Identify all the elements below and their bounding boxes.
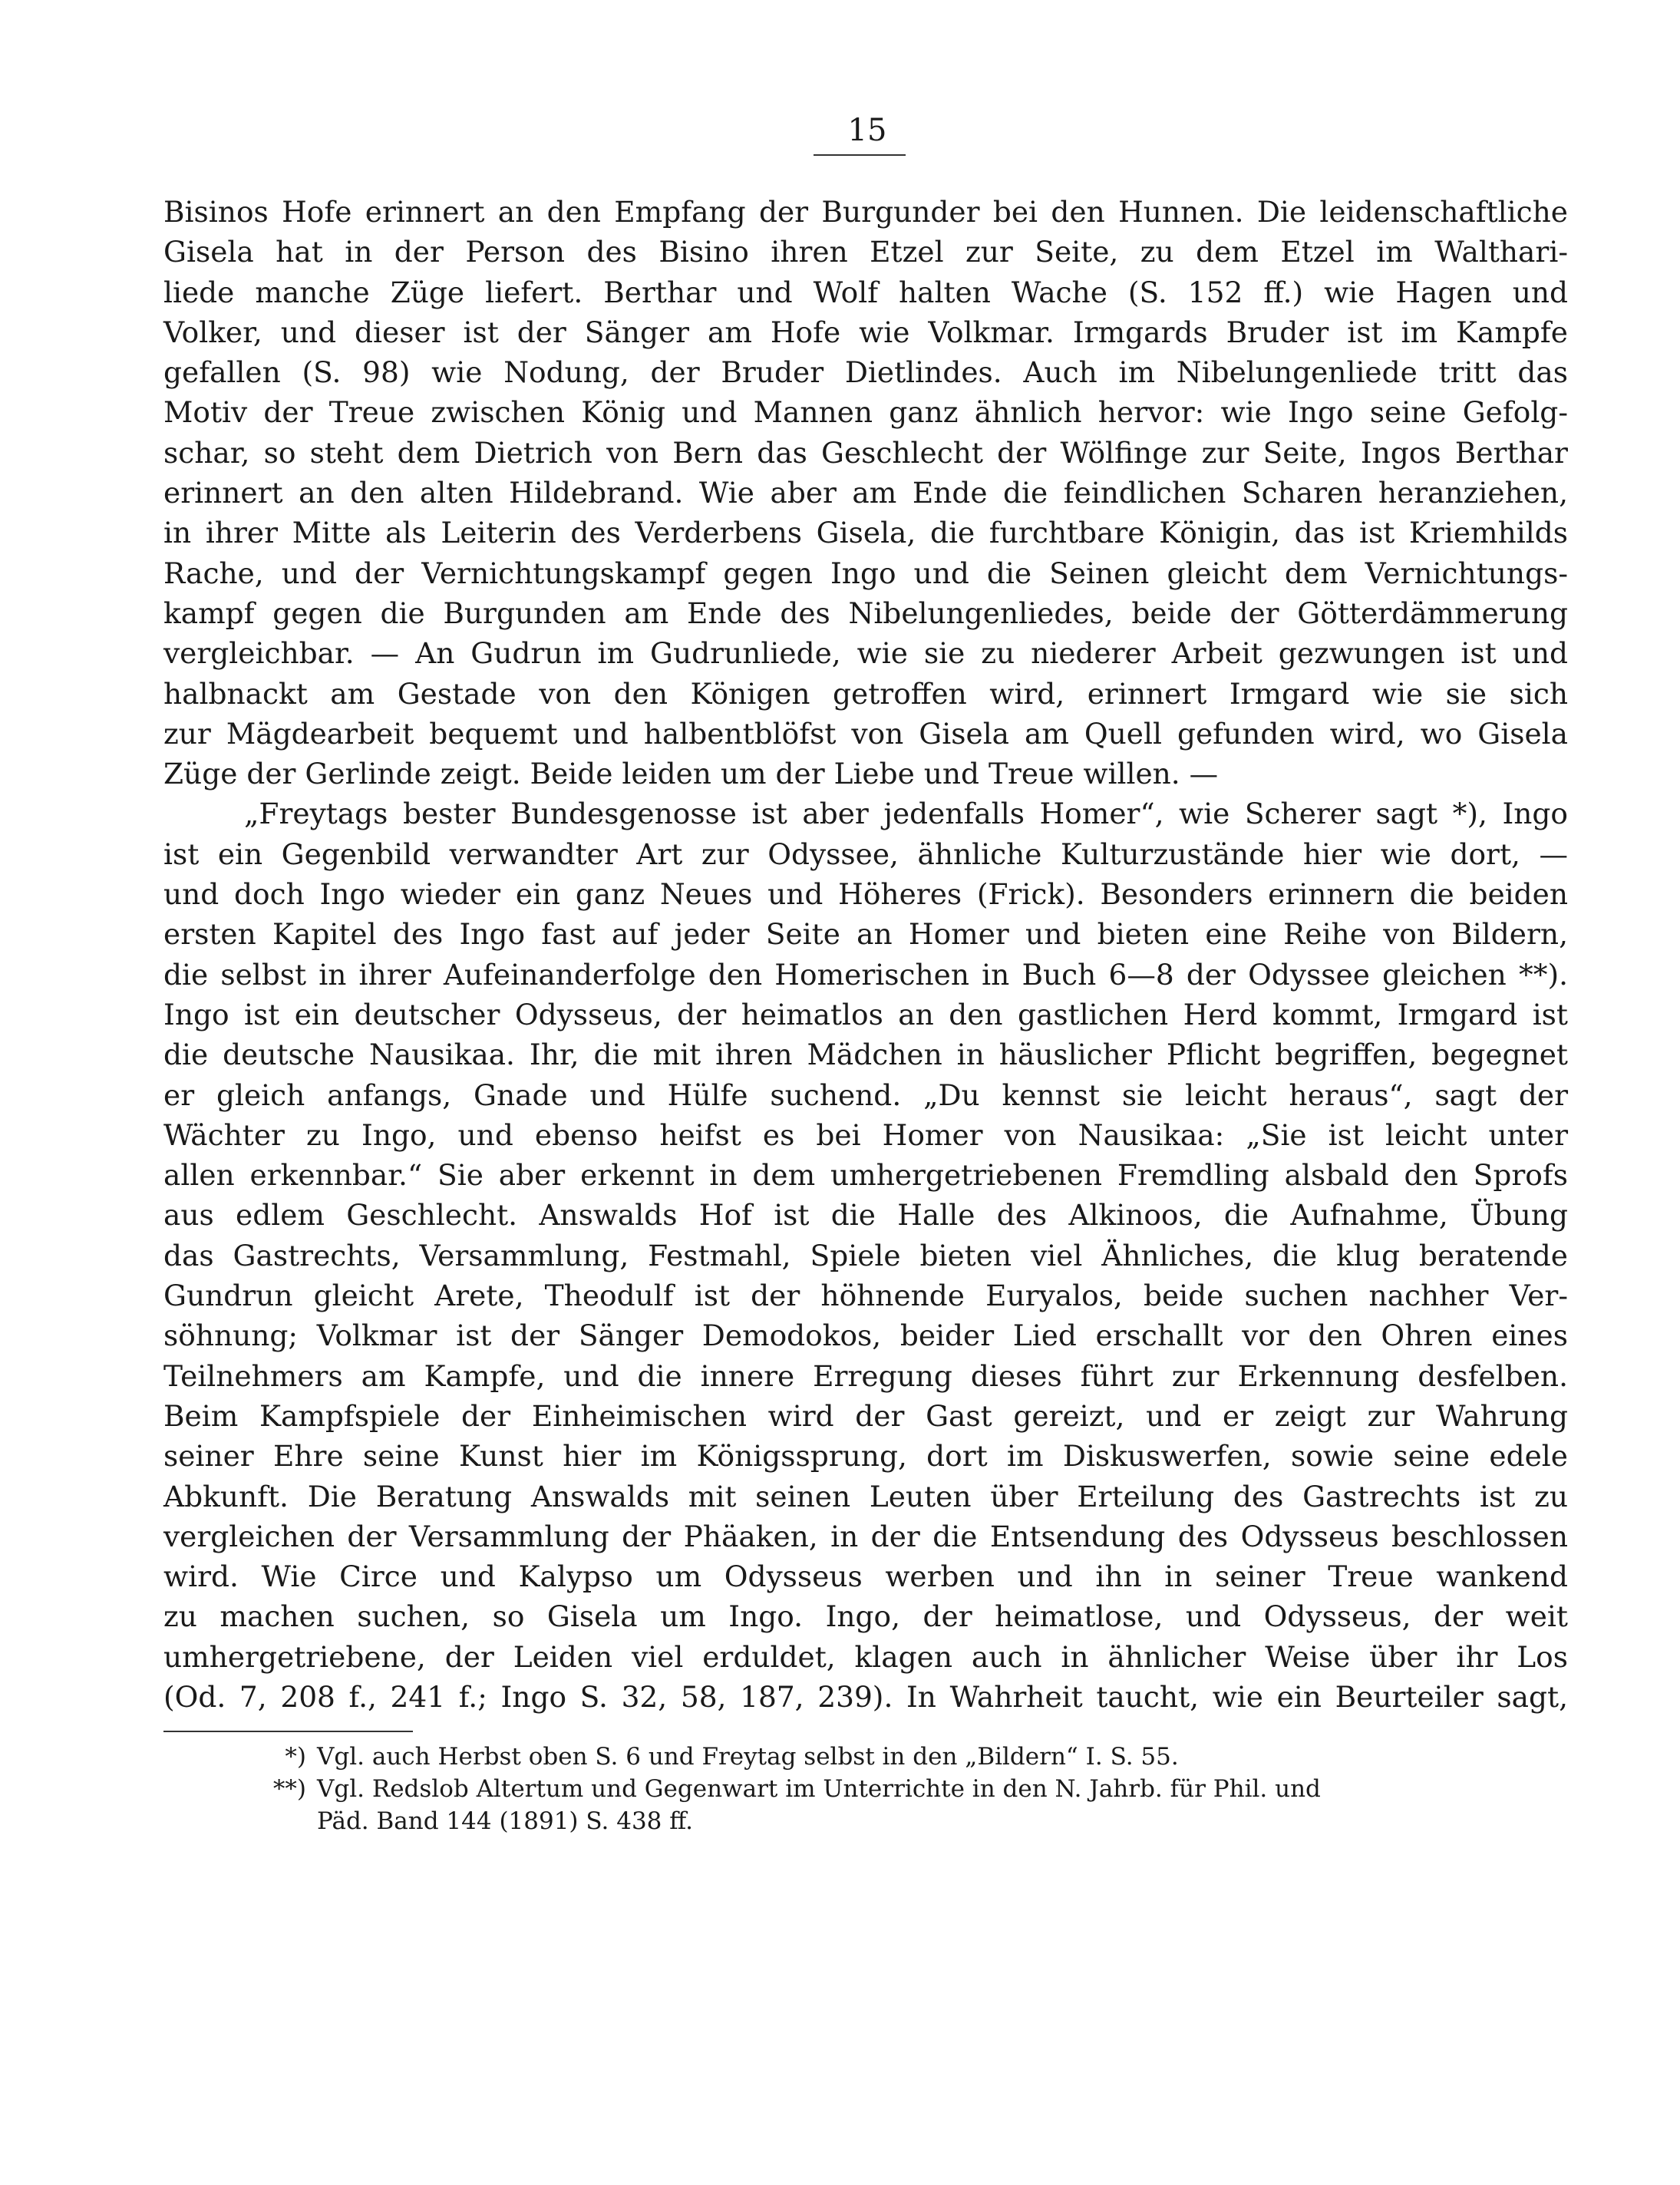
text-line: Teilnehmers am Kampfe, und die innere Erregung dieses führt zur Erkennung desfelben. [163, 1358, 1568, 1393]
text-line: „Freytags bester Bundesgenosse ist aber jedenfalls Homer“, wie Scherer sagt *), Ingo [244, 797, 1568, 831]
footnote-marker: *) [285, 1743, 306, 1771]
text-line: in ihrer Mitte als Leiterin des Verderbens Gisela, die furchtbare Königin, das ist Kriemhilds [163, 516, 1568, 550]
text-line: gefallen (S. 98) wie Nodung, der Bruder Dietlindes. Auch im Nibelungenliede tritt das [163, 355, 1568, 390]
text-line: Bisinos Hofe erinnert an den Empfang der Burgunder bei den Hunnen. Die leidenschaftliche [163, 195, 1568, 229]
footnote-rule [163, 1731, 413, 1732]
text-line: und doch Ingo wieder ein ganz Neues und Höheres (Frick). Besonders erinnern die beiden [163, 877, 1568, 912]
text-line: liede manche Züge liefert. Berthar und Wolf halten Wache (S. 152 ff.) wie Hagen und [163, 275, 1568, 309]
text-line: zu machen suchen, so Gisela um Ingo. Ingo, der heimatlose, und Odysseus, der weit [163, 1599, 1568, 1634]
text-line: Motiv der Treue zwischen König und Mannen ganz ähnlich hervor: wie Ingo seine Gefolg- [163, 395, 1568, 430]
text-line: Abkunft. Die Beratung Answalds mit seinen Leuten über Erteilung des Gastrechts ist zu [163, 1479, 1568, 1513]
text-line: allen erkennbar.“ Sie aber erkennt in dem umhergetriebenen Fremdling alsbald den Sprofs [163, 1158, 1568, 1193]
text-line: vergleichbar. — An Gudrun im Gudrunliede, wie sie zu niederer Arbeit gezwungen ist und [163, 636, 1568, 671]
text-line: ersten Kapitel des Ingo fast auf jeder Seite an Homer und bieten eine Reihe von Bildern, [163, 917, 1568, 952]
page-number: 15 [847, 113, 887, 148]
footnotes [163, 1741, 1568, 1837]
text-line: Gisela hat in der Person des Bisino ihren Etzel zur Seite, zu dem Etzel im Walthari- [163, 235, 1568, 269]
page-number-rule [814, 154, 906, 156]
text-line: kampf gegen die Burgunden am Ende des Nibelungenliedes, beide der Götterdämmerung [163, 596, 1568, 630]
text-line: Züge der Gerlinde zeigt. Beide leiden um der Liebe und Treue willen. — [163, 757, 1219, 791]
footnote-text: Päd. Band 144 (1891) S. 438 ff. [317, 1807, 694, 1835]
text-line: umhergetriebene, der Leiden viel erduldet, klagen auch in ähnlicher Weise über ihr Los [163, 1639, 1568, 1674]
footnote-text: Vgl. auch Herbst oben S. 6 und Freytag selbst in den „Bildern“ I. S. 55. [317, 1743, 1179, 1771]
text-line: wird. Wie Circe und Kalypso um Odysseus werben und ihn in seiner Treue wankend [163, 1560, 1568, 1594]
footnote-text: Vgl. Redslob Altertum und Gegenwart im Unterrichte in den N. Jahrb. für Phil. und [317, 1775, 1321, 1803]
text-line: (Od. 7, 208 f., 241 f.; Ingo S. 32, 58, 187, 239). In Wahrheit taucht, wie ein Beurteiler sagt, [163, 1679, 1568, 1714]
footnote-continuation [163, 1805, 1568, 1837]
text-line: schar, so steht dem Dietrich von Bern das Geschlecht der Wölfinge zur Seite, Ingos Berthar [163, 435, 1568, 470]
text-line: aus edlem Geschlecht. Answalds Hof ist die Halle des Alkinoos, die Aufnahme, Übung [163, 1198, 1568, 1233]
text-line: Ingo ist ein deutscher Odysseus, der heimatlos an den gastlichen Herd kommt, Irmgard ist [163, 997, 1568, 1031]
text-line: die selbst in ihrer Aufeinanderfolge den Homerischen in Buch 6—8 der Odyssee gleichen **). [163, 957, 1568, 992]
text-line: erinnert an den alten Hildebrand. Wie aber am Ende die feindlichen Scharen heranziehen, [163, 476, 1568, 510]
text-line: Wächter zu Ingo, und ebenso heifst es bei Homer von Nausikaa: „Sie ist leicht unter [163, 1117, 1568, 1152]
text-line: seiner Ehre seine Kunst hier im Königssprung, dort im Diskuswerfen, sowie seine edele [163, 1439, 1568, 1474]
footnote [163, 1773, 1568, 1805]
footnote [163, 1741, 1568, 1773]
text-line: halbnackt am Gestade von den Königen getroffen wird, erinnert Irmgard wie sie sich [163, 676, 1568, 711]
text-line: Gundrun gleicht Arete, Theodulf ist der höhnende Euryalos, beide suchen nachher Ver- [163, 1279, 1568, 1313]
text-line: ist ein Gegenbild verwandter Art zur Odyssee, ähnliche Kulturzustände hier wie dort, — [163, 837, 1568, 871]
text-line: söhnung; Volkmar ist der Sänger Demodokos, beider Lied erschallt vor den Ohren eines [163, 1319, 1568, 1353]
text-line: Volker, und dieser ist der Sänger am Hofe wie Volkmar. Irmgards Bruder ist im Kampfe [163, 315, 1568, 349]
main-text [163, 192, 1568, 1717]
text-line: das Gastrechts, Versammlung, Festmahl, Spiele bieten viel Ähnliches, die klug beratende [163, 1238, 1568, 1272]
text-line: er gleich anfangs, Gnade und Hülfe suchend. „Du kennst sie leicht heraus“, sagt der [163, 1078, 1568, 1112]
text-line: zur Mägdearbeit bequemt und halbentblöfst von Gisela am Quell gefunden wird, wo Gisela [163, 716, 1568, 751]
text-line: Rache, und der Vernichtungskampf gegen Ingo und die Seinen gleicht dem Vernichtungs- [163, 556, 1568, 590]
footnote-marker: **) [272, 1775, 306, 1803]
text-line: vergleichen der Versammlung der Phäaken, in der die Entsendung des Odysseus beschlossen [163, 1519, 1568, 1553]
text-line: Beim Kampfspiele der Einheimischen wird der Gast gereizt, und er zeigt zur Wahrung [163, 1398, 1568, 1433]
text-line: die deutsche Nausikaa. Ihr, die mit ihren Mädchen in häuslicher Pflicht begriffen, begegnet [163, 1038, 1568, 1072]
